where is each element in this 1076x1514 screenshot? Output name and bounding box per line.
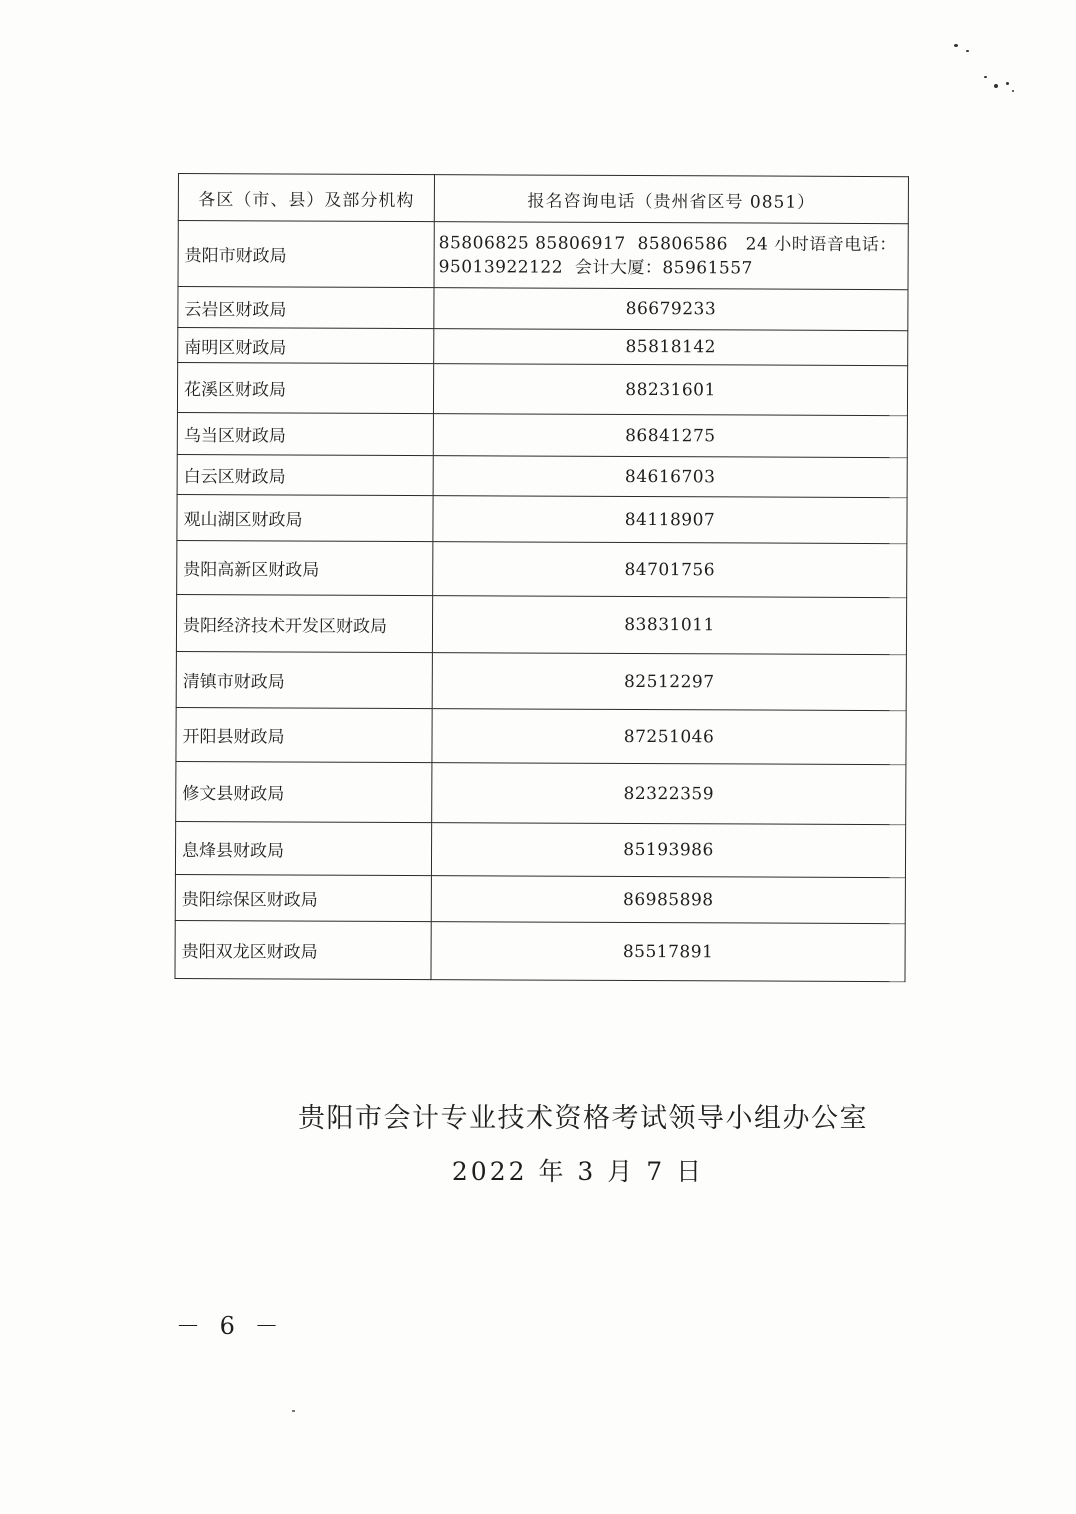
table-row: [178, 287, 908, 331]
scan-specks: [950, 40, 1020, 100]
org-name: 贵阳综保区财政局: [175, 874, 431, 921]
table-row: [175, 821, 905, 877]
table-row: [177, 412, 907, 457]
phone-number: 84118907: [433, 496, 907, 544]
phone-number: 87251046: [432, 709, 906, 765]
org-name: 花溪区财政局: [177, 363, 433, 414]
page-number: － 6 －: [176, 1312, 285, 1340]
phone-number: 86679233: [434, 288, 908, 331]
phone-number: 82322359: [432, 763, 906, 825]
org-name: 贵阳双龙区财政局: [175, 920, 431, 979]
table-row: [177, 454, 907, 497]
table-row: [176, 707, 906, 764]
org-name: 清镇市财政局: [176, 651, 432, 708]
org-name: 贵阳高新区财政局: [177, 540, 433, 595]
org-name: 息烽县财政局: [175, 821, 431, 875]
phone-line-1: 85806825 85806917 85806586 24 小时语音电话：: [438, 232, 897, 255]
table-row: [177, 540, 907, 597]
phone-number: 82512297: [432, 653, 906, 711]
table-row: [176, 594, 906, 654]
org-name: 白云区财政局: [177, 454, 433, 495]
org-name: 贵阳市财政局: [178, 221, 434, 288]
header-phone: 报名咨询电话（贵州省区号 0851）: [434, 175, 908, 224]
org-name: 乌当区财政局: [177, 412, 433, 455]
contact-table: [174, 173, 909, 982]
header-org: 各区（市、县）及部分机构: [178, 174, 434, 222]
table-row: [175, 874, 905, 923]
table-row: [178, 221, 908, 290]
phone-number: 86841275: [433, 414, 907, 458]
phone-number: 85818142: [434, 329, 908, 366]
table-row: [178, 328, 908, 366]
phone-number: 84616703: [433, 456, 907, 498]
org-name: 修文县财政局: [176, 761, 432, 822]
org-name: 云岩区财政局: [178, 287, 434, 329]
table-row: [177, 494, 907, 543]
phone-number: 84701756: [433, 542, 907, 598]
phone-number: 85517891: [431, 922, 905, 982]
table-row: [175, 920, 905, 981]
org-name: 南明区财政局: [178, 328, 434, 364]
phone-number: 86985898: [431, 876, 905, 924]
phone-number: 88231601: [433, 364, 907, 416]
org-name: 观山湖区财政局: [177, 494, 433, 541]
phone-line-2: 95013922122 会计大厦：85961557: [438, 256, 753, 279]
org-name: 开阳县财政局: [176, 707, 432, 762]
table-header-row: [178, 174, 908, 224]
issue-date: 2022 年 3 月 7 日: [451, 1157, 705, 1186]
org-name: 贵阳经济技术开发区财政局: [176, 594, 432, 652]
table-row: [176, 651, 906, 710]
table-row: [177, 363, 907, 416]
phone-number: 85193986: [431, 823, 905, 878]
table-row: [176, 761, 906, 824]
phone-number: 83831011: [432, 596, 906, 655]
issuer-name: 贵阳市会计专业技术资格考试领导小组办公室: [298, 1103, 868, 1134]
scan-dot: [292, 1410, 295, 1412]
phone-number: [434, 222, 908, 290]
